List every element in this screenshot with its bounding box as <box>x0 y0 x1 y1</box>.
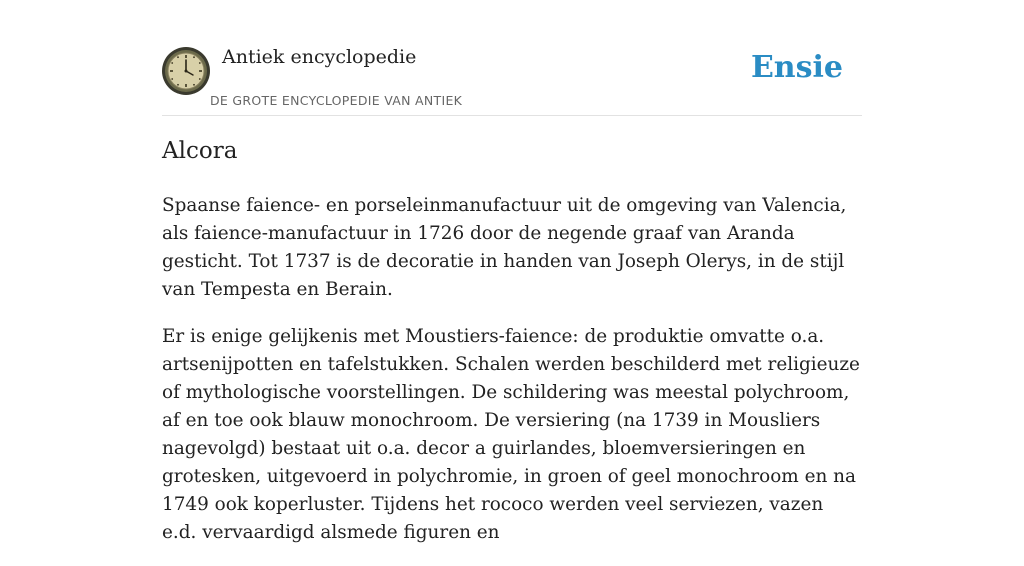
site-header <box>162 0 862 116</box>
antique-clock-icon[interactable] <box>162 47 210 95</box>
article-body <box>162 192 862 566</box>
site-title[interactable]: Antiek encyclopedie <box>222 46 417 68</box>
page-container <box>162 0 862 543</box>
brand-logo-link[interactable]: Ensie <box>750 50 843 85</box>
site-subtitle: DE GROTE ENCYCLOPEDIE VAN ANTIEK <box>210 93 463 108</box>
article-paragraph: Er is enige gelijkenis met Moustiers-faience: de produktie omvatte o.a. artsenijpotten en tafelstukken. Schalen werden beschilderd met religieuze of mythologische voorstellingen. De schildering was meestal polychroom, af en toe ook blauw monochroom. De versiering (na 1739 in Mousliers nagevolgd) bestaat uit o.a. decor a guirlandes, bloemversieringen en grotesken, uitgevoerd in polychromie, in groen of geel monochroom en na 1749 ook koperluster. Tijdens het rococo werden veel serviezen, vazen e.d. vervaardigd alsmede figuren en <box>162 326 860 543</box>
page-title: Alcora <box>162 138 238 164</box>
article-paragraph: Spaanse faience- en porseleinmanufactuur uit de omgeving van Valencia, als faience-manufactuur in 1726 door de negende graaf van Aranda gesticht. Tot 1737 is de decoratie in handen van Joseph Olerys, in de stijl van Tempesta en Berain. <box>162 195 847 300</box>
